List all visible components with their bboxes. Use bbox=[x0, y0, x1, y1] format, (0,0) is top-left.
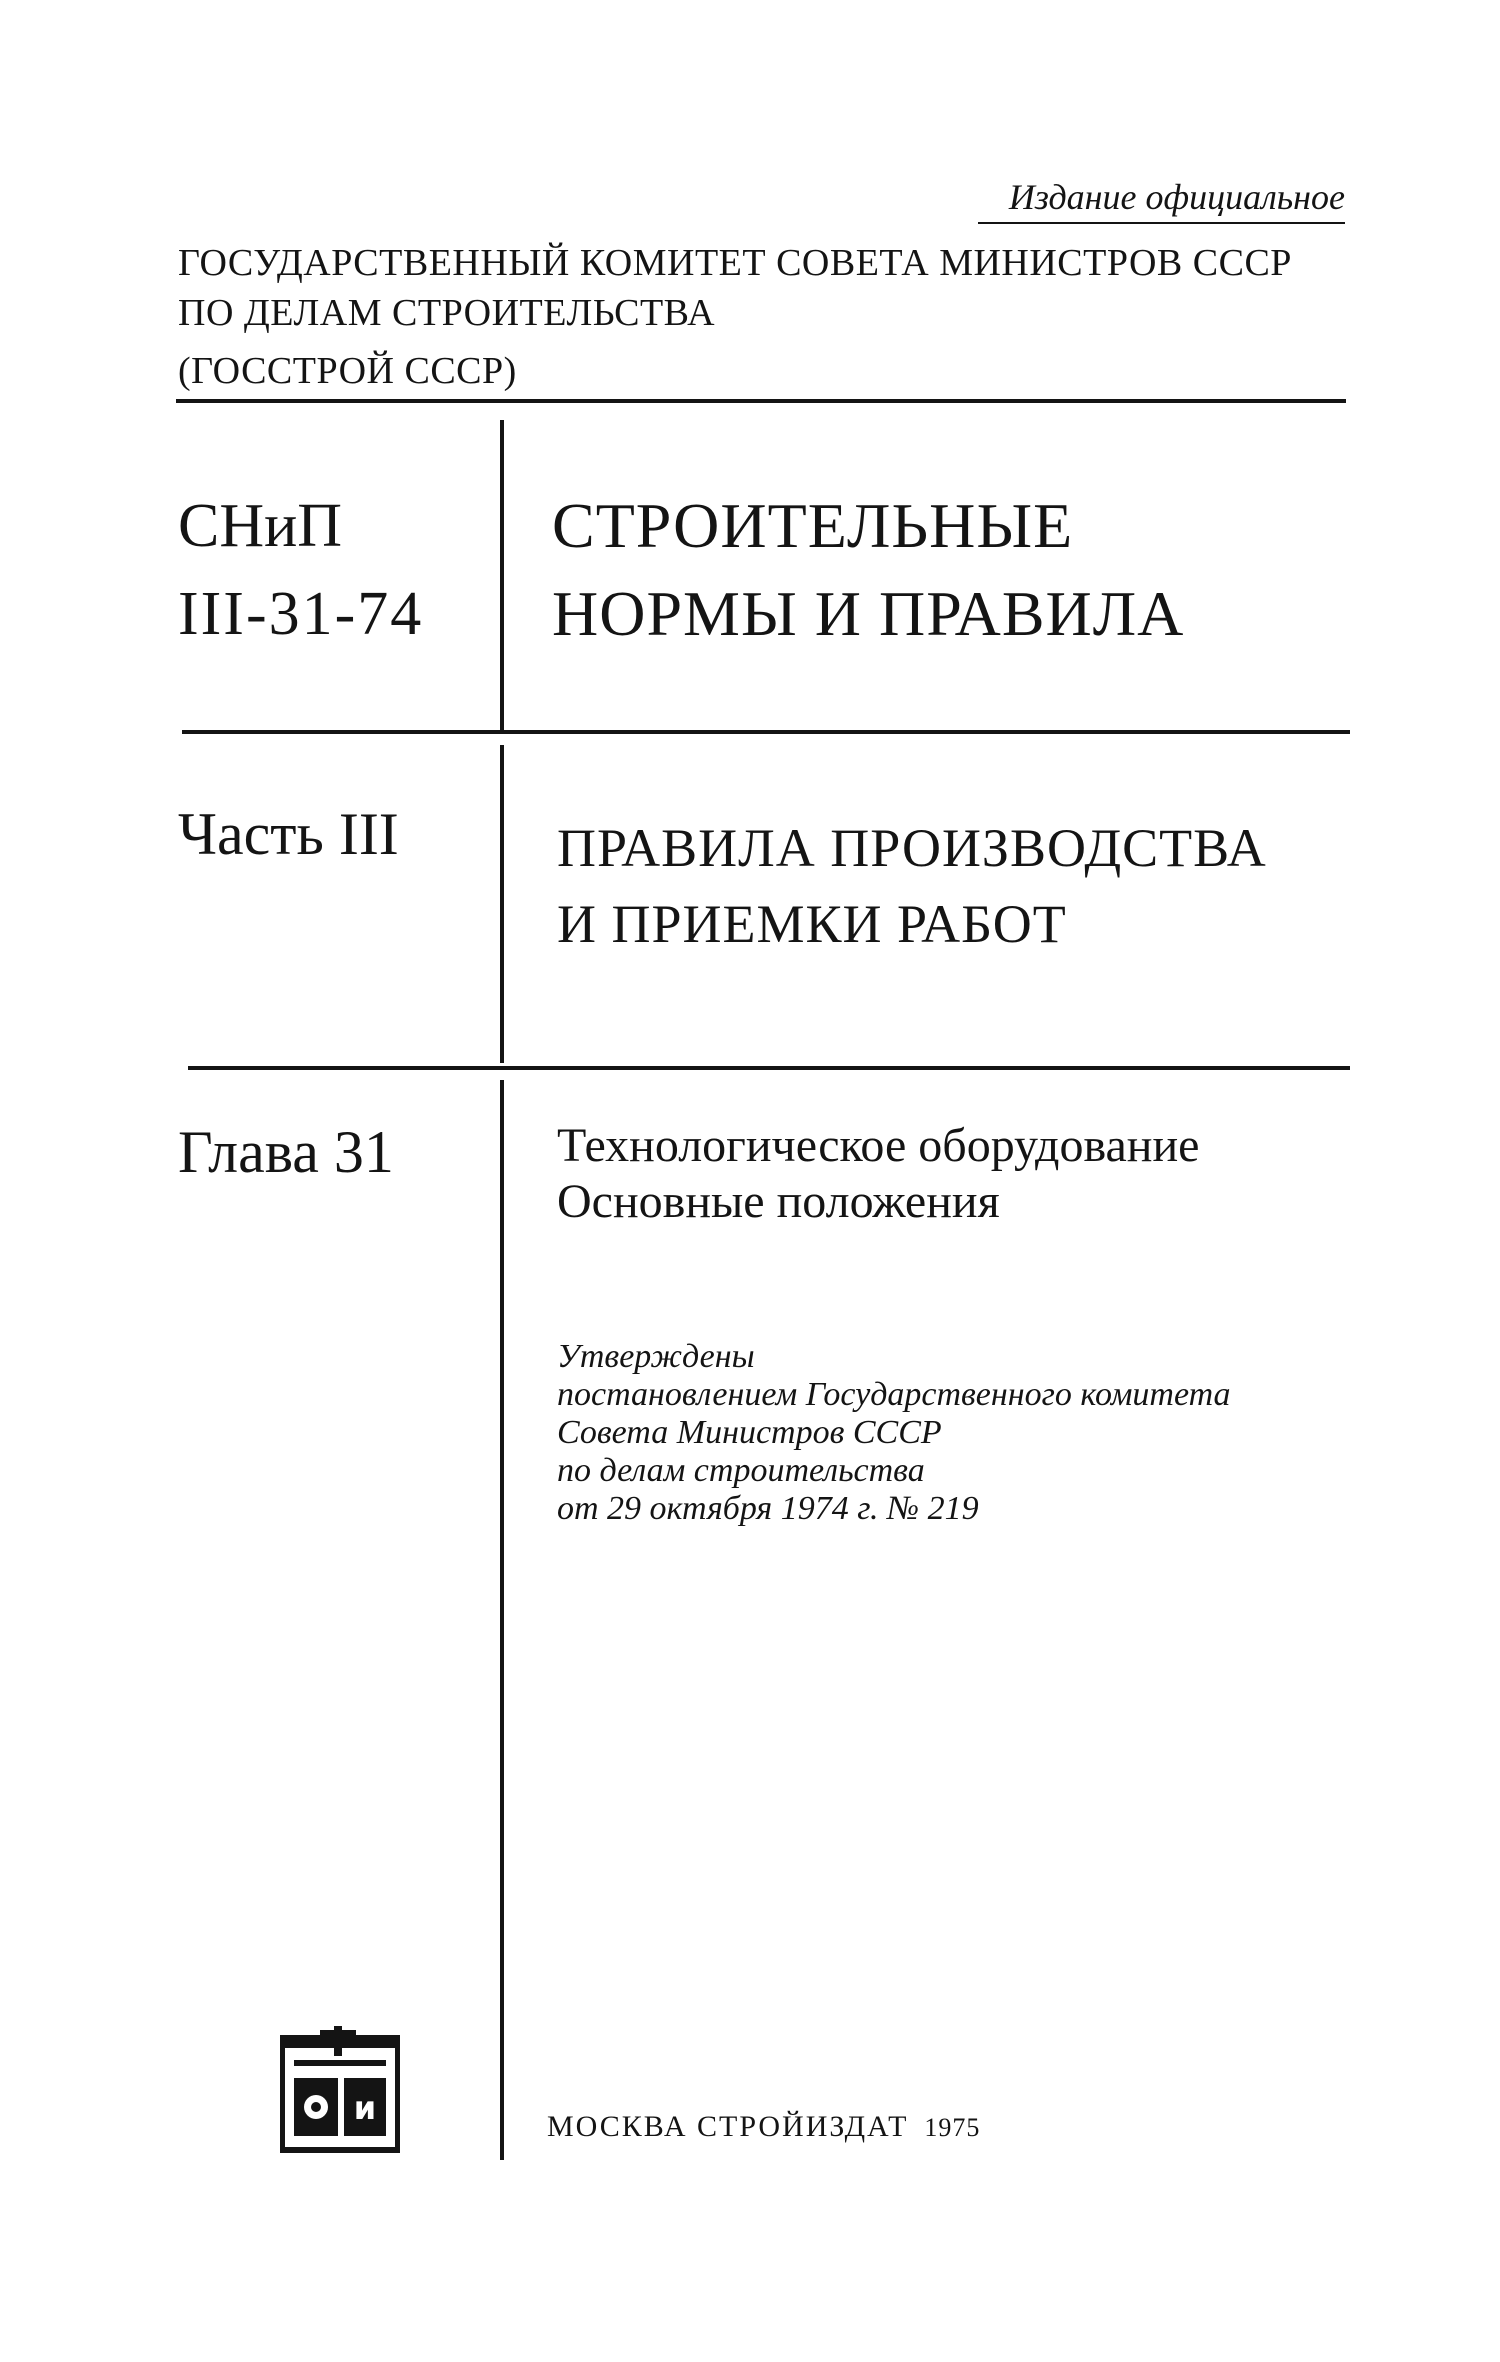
document-code-line-2: III-31-74 bbox=[178, 580, 424, 648]
edition-underline bbox=[978, 222, 1345, 224]
publisher-imprint bbox=[547, 2110, 980, 2144]
document-title bbox=[552, 482, 1184, 658]
approval-line-2: постановлением Государственного комитета bbox=[557, 1376, 1231, 1413]
approval-line-5: от 29 октября 1974 г. № 219 bbox=[557, 1490, 979, 1527]
column-divider-1 bbox=[500, 420, 504, 732]
stroyizdat-logo-icon bbox=[280, 2026, 400, 2154]
approval-line-3: Совета Министров СССР bbox=[557, 1414, 942, 1451]
publication-year: 1975 bbox=[924, 2113, 981, 2142]
committee-line-3: (ГОССТРОЙ СССР) bbox=[178, 350, 517, 392]
chapter-title-line-1: Технологическое оборудование bbox=[557, 1119, 1200, 1172]
document-code-line-1: СНиП bbox=[178, 492, 343, 560]
approval-note bbox=[557, 1338, 1231, 1528]
chapter-title bbox=[557, 1118, 1199, 1230]
document-title-line-1: СТРОИТЕЛЬНЫЕ bbox=[552, 490, 1074, 561]
document-code bbox=[178, 482, 423, 658]
divider-lower bbox=[188, 1066, 1350, 1070]
edition-label: Издание официальное bbox=[1008, 177, 1345, 217]
committee-heading bbox=[178, 238, 1292, 396]
committee-line-1: ГОСУДАРСТВЕННЫЙ КОМИТЕТ СОВЕТА МИНИСТРОВ СССР bbox=[178, 242, 1292, 284]
divider-top bbox=[176, 399, 1346, 403]
approval-line-1: Утверждены bbox=[557, 1338, 755, 1375]
svg-text:и: и bbox=[353, 2089, 377, 2127]
chapter-label: Глава 31 bbox=[178, 1119, 394, 1185]
column-divider-2 bbox=[500, 745, 504, 1063]
part-title-line-2: И ПРИЕМКИ РАБОТ bbox=[557, 894, 1067, 954]
document-title-line-2: НОРМЫ И ПРАВИЛА bbox=[552, 578, 1185, 649]
column-divider-3 bbox=[500, 1080, 504, 2160]
part-title bbox=[557, 810, 1267, 962]
approval-line-4: по делам строительства bbox=[557, 1452, 925, 1489]
part-label: Часть III bbox=[178, 801, 399, 867]
chapter-title-line-2: Основные положения bbox=[557, 1175, 1000, 1228]
part-title-line-1: ПРАВИЛА ПРОИЗВОДСТВА bbox=[557, 818, 1267, 878]
committee-line-2: ПО ДЕЛАМ СТРОИТЕЛЬСТВА bbox=[178, 292, 716, 334]
publisher-name: МОСКВА СТРОЙИЗДАТ bbox=[547, 2110, 909, 2143]
divider-middle bbox=[182, 730, 1350, 734]
